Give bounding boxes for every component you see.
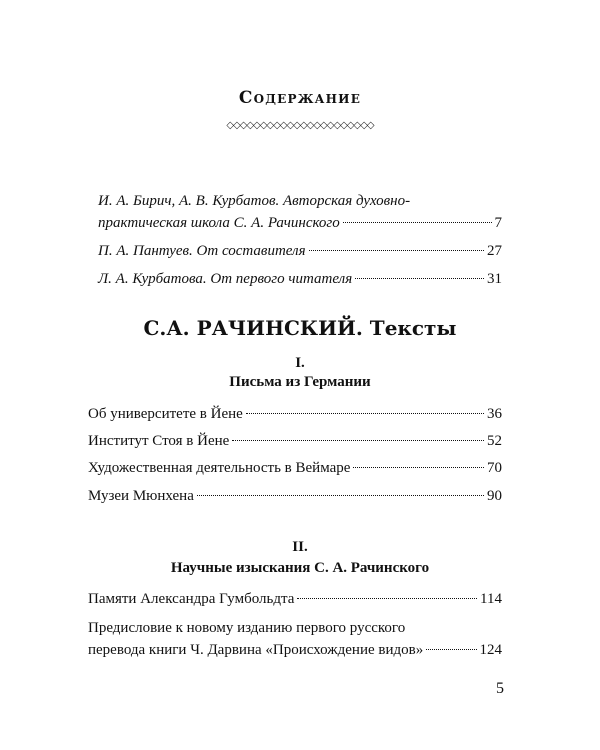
- toc-entry-text: Памяти Александра Гумбольдта: [88, 591, 295, 607]
- toc-entry-text: перевода книги Ч. Дарвина «Происхождение видов»: [88, 642, 424, 658]
- dot-leader: [426, 649, 476, 650]
- toc-entry-line: И. А. Бирич, А. В. Курбатов. Авторская духовно-: [98, 193, 411, 209]
- toc-page-number: 114: [480, 591, 502, 607]
- dot-leader: [343, 222, 492, 223]
- toc-entry-weimar[interactable]: [88, 457, 502, 479]
- dot-leader: [309, 250, 484, 251]
- dot-leader: [297, 598, 477, 599]
- toc-entry-jena-university[interactable]: [88, 403, 502, 425]
- part-numeral: I.: [295, 355, 305, 371]
- toc-entry-stoy-institute[interactable]: [88, 430, 502, 452]
- toc-entry-text: П. А. Пантуев. От составителя: [98, 243, 306, 259]
- toc-page-number: 7: [494, 215, 502, 231]
- toc-entry-pantuev[interactable]: [98, 240, 502, 262]
- dot-leader: [355, 278, 484, 279]
- folio-page-number: 5: [496, 680, 504, 697]
- contents-heading: Содержание: [238, 88, 362, 108]
- toc-entry-kurbatova[interactable]: [98, 268, 502, 290]
- dot-leader: [197, 495, 484, 496]
- toc-page-number: 124: [479, 642, 502, 658]
- toc-page-number: 90: [487, 488, 502, 504]
- part-title: Письма из Германии: [229, 374, 371, 390]
- toc-page-number: 27: [487, 243, 502, 259]
- dot-leader: [353, 467, 484, 468]
- toc-entry-text: практическая школа С. А. Рачинского: [98, 215, 340, 231]
- toc-entry-text: Музеи Мюнхена: [88, 488, 194, 504]
- part-numeral: II.: [292, 539, 308, 555]
- toc-entry-text: Институт Стоя в Йене: [88, 433, 230, 449]
- toc-page-number: 31: [487, 271, 502, 287]
- dot-leader: [232, 440, 484, 441]
- toc-entry-line: Предисловие к новому изданию первого русского: [88, 620, 406, 636]
- toc-page-number: 36: [487, 406, 502, 422]
- part-title: Научные изыскания С. А. Рачинского: [170, 560, 430, 576]
- toc-page-number: 70: [487, 460, 502, 476]
- toc-entry-humboldt[interactable]: [88, 588, 502, 610]
- toc-entry-birich[interactable]: [98, 190, 502, 234]
- toc-entry-munich[interactable]: [88, 485, 502, 507]
- ornament-divider: ◇◇◇◇◇◇◇◇◇◇◇◇◇◇◇◇◇◇◇◇◇◇: [226, 120, 374, 131]
- section-title: С.А. РАЧИНСКИЙ. Тексты: [143, 316, 457, 340]
- toc-entry-text: Об университете в Йене: [88, 406, 243, 422]
- toc-page-number: 52: [487, 433, 502, 449]
- toc-entry-text: Л. А. Курбатова. От первого читателя: [98, 271, 353, 287]
- dot-leader: [246, 413, 484, 414]
- toc-entry-darwin-preface[interactable]: [88, 617, 502, 661]
- toc-entry-text: Художественная деятельность в Веймаре: [88, 460, 351, 476]
